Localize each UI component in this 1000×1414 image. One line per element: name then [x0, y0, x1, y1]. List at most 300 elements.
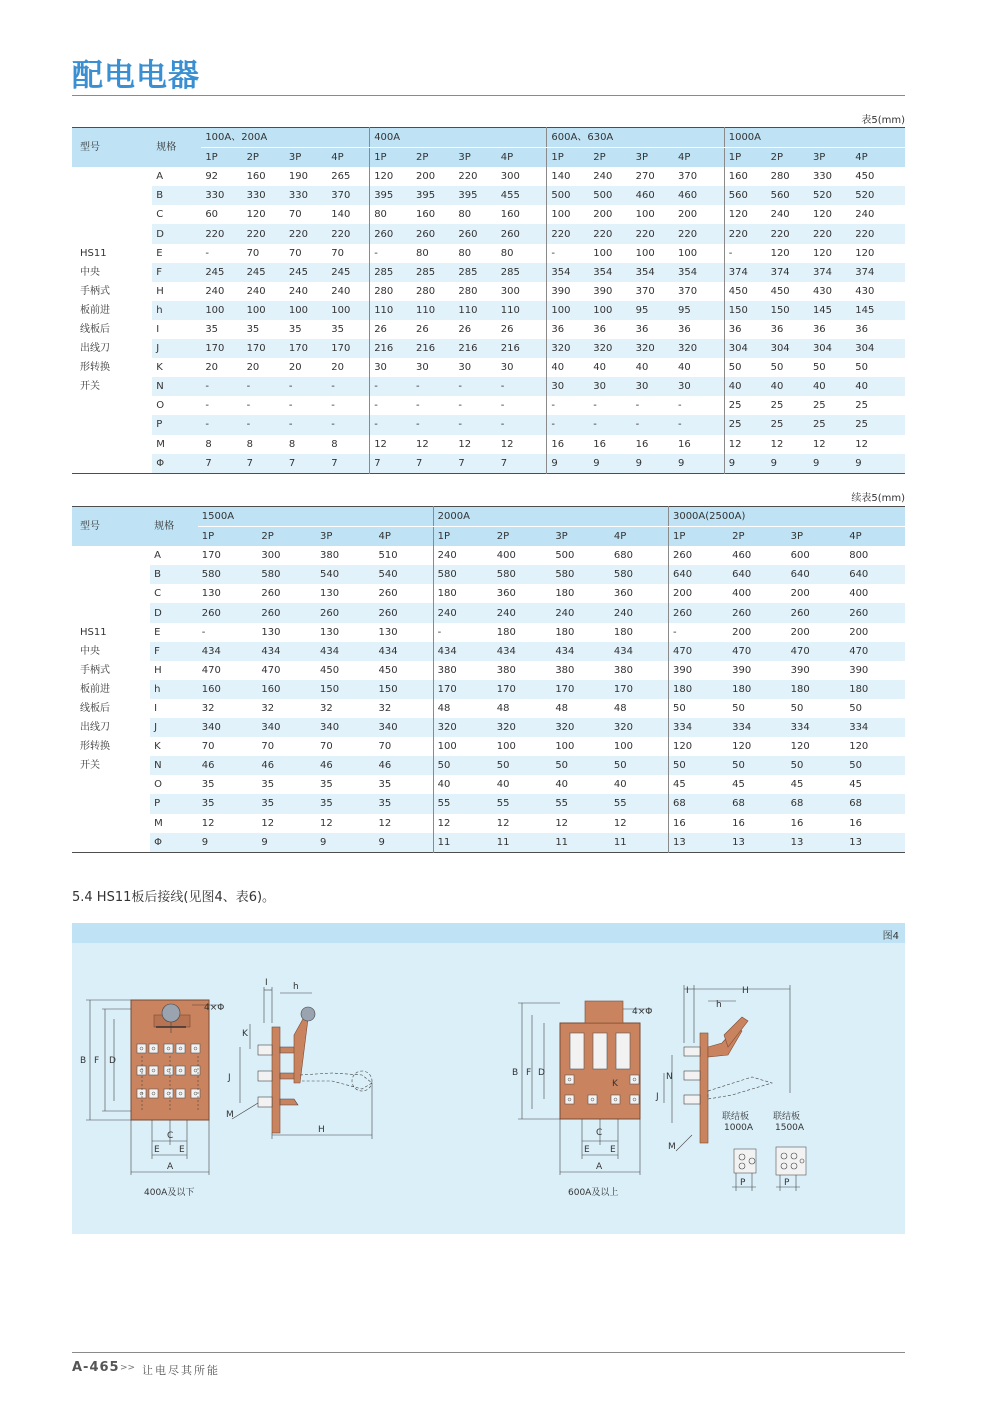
dimension-value: 200	[678, 209, 698, 221]
dimension-value: 36	[593, 323, 607, 335]
dimension-value: 150	[767, 301, 809, 320]
dimension-value: 25	[767, 415, 809, 434]
dimension-value: 100	[635, 209, 655, 221]
dimension-value: 354	[632, 263, 674, 282]
pole-header: 2P	[257, 527, 316, 547]
dimension-value: 460	[674, 186, 724, 205]
dimension-value: 580	[493, 565, 552, 584]
dimension-value: 300	[500, 171, 520, 183]
pole-header: 3P	[454, 148, 496, 168]
dimension-value: 240	[433, 546, 493, 565]
dimension-value: -	[547, 415, 589, 434]
dimension-value: 68	[728, 794, 787, 813]
dimension-value: -	[201, 415, 242, 434]
dimension-value: 50	[551, 756, 610, 775]
pole-header: 4P	[375, 527, 434, 547]
table-row	[72, 546, 905, 565]
dimension-value: 390	[547, 282, 589, 301]
dimension-value: 55	[433, 794, 493, 813]
dimension-value: 260	[378, 588, 398, 600]
dimension-value: 35	[331, 323, 345, 335]
dimension-value: 216	[497, 339, 547, 358]
dimension-value: 80	[458, 247, 472, 259]
dimension-value: 285	[370, 263, 412, 282]
dim-I-left: I	[265, 978, 268, 988]
pole-header: 2P	[589, 148, 631, 168]
dimension-value: 380	[555, 664, 575, 676]
dimension-value: 95	[674, 301, 724, 320]
dimension-value: 9	[632, 454, 674, 474]
dimension-value: 100	[635, 247, 655, 259]
pole-header: 1P	[201, 148, 242, 168]
dimension-value: 374	[724, 263, 766, 282]
dimension-value: 9	[674, 454, 724, 474]
table-row	[72, 584, 905, 603]
dimension-value: 560	[724, 186, 766, 205]
figure-4-drawing	[72, 923, 905, 1234]
dimension-value: -	[412, 415, 454, 434]
dimension-label: P	[152, 415, 201, 434]
dimension-value: 374	[767, 263, 809, 282]
dim-K-right: K	[612, 1079, 618, 1089]
dimension-value: 260	[375, 603, 434, 622]
dimension-value: 280	[770, 171, 790, 183]
dimension-value: 9	[375, 833, 434, 853]
dimension-value: 30	[674, 377, 724, 396]
model-name-line: 出线刀	[80, 722, 110, 734]
dimension-label: F	[152, 263, 201, 282]
dimension-value: 60	[205, 209, 219, 221]
dimension-value: 25	[809, 415, 851, 434]
dimension-value: 334	[668, 718, 728, 737]
spec-header: 规格	[150, 507, 198, 547]
dimension-value: 260	[668, 546, 728, 565]
table-row	[72, 718, 905, 737]
dimension-value: 320	[433, 718, 493, 737]
dimension-value: 11	[433, 833, 493, 853]
dimension-value: -	[632, 415, 674, 434]
dimension-value: 8	[246, 438, 253, 450]
dimension-label: M	[154, 817, 163, 829]
dimension-value: 11	[610, 833, 669, 853]
dimension-value: 260	[668, 603, 728, 622]
dimension-label: E	[156, 247, 163, 259]
dimension-value: 25	[812, 400, 826, 412]
dimension-value: 260	[257, 603, 316, 622]
dimension-value: 260	[728, 603, 787, 622]
dimension-value: 330	[243, 186, 285, 205]
dimension-value: 16	[593, 438, 607, 450]
pole-header: 4P	[497, 148, 547, 168]
dimension-value: 25	[724, 415, 766, 434]
dimension-value: 12	[555, 817, 569, 829]
dimension-value: 16	[678, 438, 691, 450]
dimension-value: 12	[724, 435, 766, 454]
table-row	[72, 775, 905, 794]
dimension-value: 16	[790, 817, 804, 829]
dimension-value: 12	[261, 817, 275, 829]
dimension-value: 40	[724, 377, 766, 396]
dimension-value: -	[201, 626, 206, 638]
dimension-value: 340	[257, 718, 316, 737]
table-row	[72, 623, 905, 642]
dimension-label: J	[152, 339, 201, 358]
dimension-value: 50	[493, 756, 552, 775]
dimension-value: 50	[790, 702, 804, 714]
dimension-value: 9	[198, 833, 258, 853]
dimension-value: 180	[728, 680, 787, 699]
pole-header: 2P	[243, 148, 285, 168]
dimension-value: 390	[849, 664, 869, 676]
dimension-value: 95	[632, 301, 674, 320]
table-row	[72, 244, 905, 263]
dimension-value: 26	[370, 320, 412, 339]
dimension-value: -	[454, 415, 496, 434]
right-caption: 600A及以上	[568, 1188, 619, 1198]
dimension-value: 120	[790, 741, 810, 753]
dimension-label: Φ	[150, 833, 198, 853]
dimension-value: 395	[370, 186, 412, 205]
dim-P-1: P	[740, 1178, 746, 1188]
pole-header: 4P	[674, 148, 724, 168]
dimension-value: 12	[319, 817, 333, 829]
pole-header: 2P	[493, 527, 552, 547]
current-group-header: 3000A(2500A)	[668, 507, 905, 527]
dimension-value: 48	[613, 702, 627, 714]
model-name-line: 手柄式	[80, 285, 110, 297]
dimension-label: F	[150, 642, 198, 661]
dimension-value: 20	[246, 362, 260, 374]
pole-header: 4P	[845, 527, 905, 547]
dimension-value: 434	[316, 642, 375, 661]
pole-header: 1P	[198, 527, 258, 547]
dimension-value: 50	[668, 699, 728, 718]
dimension-value: 240	[288, 285, 309, 297]
dimension-value: 35	[261, 779, 275, 791]
dimension-value: 580	[257, 565, 316, 584]
dimension-value: 120	[668, 737, 728, 756]
dim-E-left-1: E	[154, 1145, 160, 1155]
dimension-value: 7	[285, 454, 327, 474]
current-group-header: 1000A	[724, 128, 905, 148]
dimension-value: 240	[493, 603, 552, 622]
table-row	[72, 205, 905, 224]
dimension-value: 100	[593, 247, 613, 259]
dimension-value: 100	[613, 741, 633, 753]
dimension-value: -	[593, 400, 597, 412]
dimension-value: 145	[809, 301, 851, 320]
dimension-value: 180	[845, 680, 905, 699]
dimension-value: -	[500, 400, 505, 412]
dimension-value: 55	[551, 794, 610, 813]
section-heading: 5.4 HS11板后接线(见图4、表6)。	[72, 890, 276, 905]
dimension-value: 334	[845, 718, 905, 737]
pole-header: 1P	[547, 148, 589, 168]
dimension-label: H	[154, 664, 162, 676]
model-name-line: 出线刀	[80, 343, 110, 355]
dimension-value: 35	[288, 323, 302, 335]
dimension-value: 25	[770, 400, 784, 412]
dimension-value: 40	[547, 358, 589, 377]
dimension-value: -	[370, 396, 412, 415]
dimension-value: 245	[285, 263, 327, 282]
dimension-value: 46	[257, 756, 316, 775]
dimension-value: 390	[790, 664, 810, 676]
dim-E-right-1: E	[584, 1145, 590, 1155]
dimension-value: 35	[375, 794, 434, 813]
dimension-value: 160	[257, 680, 316, 699]
dimension-value: 510	[378, 550, 398, 562]
dimension-label: K	[156, 362, 163, 374]
table-row	[72, 339, 905, 358]
dimension-value: 8	[331, 438, 338, 450]
dimension-value: 12	[770, 438, 784, 450]
dimension-value: 130	[261, 626, 281, 638]
dimension-value: 100	[678, 247, 698, 259]
dimension-value: 434	[257, 642, 316, 661]
dimension-value: 320	[674, 339, 724, 358]
dimension-value: 26	[458, 323, 472, 335]
dimension-value: 16	[547, 435, 589, 454]
dimension-value: 390	[732, 664, 752, 676]
pole-header: 4P	[327, 148, 369, 168]
dimension-value: 245	[201, 263, 242, 282]
dimension-value: 216	[370, 339, 412, 358]
pole-header: 2P	[767, 148, 809, 168]
dimension-value: 40	[767, 377, 809, 396]
dimension-value: 170	[327, 339, 369, 358]
dimension-value: -	[458, 400, 463, 412]
dimension-value: 40	[809, 377, 851, 396]
dimension-value: -	[205, 400, 209, 412]
dimension-value: 354	[589, 263, 631, 282]
dimension-value: 600	[790, 550, 810, 562]
dimension-value: 320	[632, 339, 674, 358]
pole-header: 1P	[668, 527, 728, 547]
dimension-value: 13	[728, 833, 787, 853]
dimension-value: 240	[593, 171, 613, 183]
dimension-value: 80	[370, 205, 412, 224]
dimension-value: 260	[261, 588, 281, 600]
dimension-value: 30	[500, 362, 514, 374]
dimension-value: 70	[246, 247, 260, 259]
dimension-value: 36	[547, 320, 589, 339]
dimension-value: 220	[458, 171, 478, 183]
dimension-value: 220	[201, 224, 242, 243]
table-row	[72, 358, 905, 377]
dimension-value: 434	[375, 642, 434, 661]
dimension-value: 500	[555, 550, 575, 562]
dimension-value: 30	[416, 362, 429, 374]
dimension-value: 130	[319, 588, 340, 600]
dimension-value: 260	[845, 603, 905, 622]
dimension-value: 120	[724, 205, 766, 224]
dimension-value: 320	[589, 339, 631, 358]
dim-phi-right: 4×Φ	[632, 1007, 653, 1017]
dimension-value: 400	[496, 550, 516, 562]
dimension-value: 70	[378, 741, 392, 753]
dimension-value: 55	[610, 794, 669, 813]
pole-header: 2P	[728, 527, 787, 547]
dimension-value: -	[201, 377, 242, 396]
dimension-value: 100	[589, 301, 631, 320]
dim-M-left: M	[226, 1110, 234, 1120]
dimension-value: 200	[790, 588, 810, 600]
dim-C-left: C	[167, 1131, 174, 1141]
dimension-value: 100	[496, 741, 516, 753]
table-row	[72, 454, 905, 474]
dimension-value: 180	[613, 626, 633, 638]
dimension-value: -	[416, 400, 420, 412]
dimension-value: 470	[668, 642, 728, 661]
dimension-value: 16	[849, 817, 862, 829]
dimension-value: 8	[205, 438, 212, 450]
dimension-value: 580	[198, 565, 258, 584]
dimension-value: 35	[257, 794, 316, 813]
dimension-value: 46	[316, 756, 375, 775]
dimension-value: 240	[551, 603, 610, 622]
dimension-value: 40	[555, 779, 569, 791]
dimension-value: 35	[198, 794, 258, 813]
model-name-line: 板前进	[80, 304, 110, 316]
dimension-value: -	[674, 415, 724, 434]
model-name-line: 开关	[80, 760, 100, 772]
dimension-value: 45	[849, 779, 862, 791]
left-caption: 400A及以下	[144, 1188, 195, 1198]
dimension-value: -	[454, 377, 496, 396]
dimension-value: 500	[589, 186, 631, 205]
dimension-label: K	[154, 741, 161, 753]
dimension-value: 340	[375, 718, 434, 737]
dimension-value: 330	[201, 186, 242, 205]
dimension-label: E	[154, 626, 161, 638]
dimension-value: 45	[790, 779, 804, 791]
dimension-value: 500	[547, 186, 589, 205]
dimension-label: D	[150, 603, 198, 622]
dimension-value: -	[370, 415, 412, 434]
dimension-value: 100	[327, 301, 369, 320]
dimension-value: 434	[433, 642, 493, 661]
dimension-value: 70	[288, 247, 302, 259]
model-name-line: 线板后	[80, 323, 110, 335]
dim-P-2: P	[784, 1178, 790, 1188]
dim-H-left: H	[318, 1125, 325, 1135]
dimension-value: 16	[732, 817, 745, 829]
dimension-label: M	[156, 438, 165, 450]
dimension-value: 434	[198, 642, 258, 661]
dimension-value: 80	[500, 247, 514, 259]
model-name-line: 形转换	[80, 362, 110, 374]
dimension-value: -	[497, 415, 547, 434]
dimension-value: 170	[610, 680, 669, 699]
dimension-value: 9	[809, 454, 851, 474]
dim-N-right: N	[666, 1072, 673, 1082]
pole-header: 1P	[724, 148, 766, 168]
dimension-value: 50	[433, 756, 493, 775]
dimension-value: 13	[668, 833, 728, 853]
dimension-value: 120	[770, 247, 790, 259]
dimension-value: 220	[809, 224, 851, 243]
dimension-value: 640	[728, 565, 787, 584]
dimension-value: 40	[593, 362, 607, 374]
dimension-value: 320	[547, 339, 589, 358]
dimension-value: 70	[288, 209, 302, 221]
footer-slogan: 让电尽其所能	[142, 1364, 220, 1377]
dimension-value: 370	[678, 285, 698, 297]
pole-header: 3P	[632, 148, 674, 168]
dimension-value: -	[547, 396, 589, 415]
table-row	[72, 167, 905, 186]
dimension-value: -	[288, 400, 293, 412]
footer-arrows: >>	[120, 1363, 136, 1373]
current-group-header: 1500A	[198, 507, 433, 527]
dimension-value: 32	[319, 702, 333, 714]
dimension-value: 320	[610, 718, 669, 737]
dimension-value: 12	[416, 438, 429, 450]
dimension-value: 640	[668, 565, 728, 584]
dimension-value: 380	[319, 550, 340, 562]
dimension-value: 130	[378, 626, 398, 638]
dimension-value: 130	[319, 626, 340, 638]
table-row	[72, 263, 905, 282]
dim-D-left: D	[109, 1056, 116, 1066]
table-row	[72, 565, 905, 584]
dimension-value: 400	[849, 588, 869, 600]
dimension-value: 340	[316, 718, 375, 737]
dimension-value: 150	[724, 301, 766, 320]
dimension-value: 12	[378, 817, 392, 829]
title-divider	[72, 95, 905, 96]
dimension-value: 20	[288, 362, 302, 374]
page-number: A-465	[72, 1360, 120, 1375]
model-name-line: 开关	[80, 381, 100, 393]
pole-header: 4P	[851, 148, 905, 168]
dimension-label: h	[150, 680, 198, 699]
dimension-value: 220	[285, 224, 327, 243]
dimension-value: 360	[496, 588, 516, 600]
dimension-value: 160	[500, 209, 520, 221]
dim-J-left: J	[228, 1073, 231, 1083]
dimension-value: 354	[547, 263, 589, 282]
dimension-value: 9	[851, 454, 905, 474]
dimension-value: 8	[288, 438, 296, 450]
table-row	[72, 186, 905, 205]
dimension-value: 50	[668, 756, 728, 775]
dimension-value: 380	[433, 661, 493, 680]
dimension-value: -	[678, 400, 682, 412]
dimension-value: 12	[201, 817, 215, 829]
dimension-value: -	[724, 244, 766, 263]
pole-header: 4P	[610, 527, 669, 547]
dimension-value: 200	[732, 626, 752, 638]
dimension-value: 36	[855, 323, 869, 335]
dimension-value: -	[668, 623, 728, 642]
dimension-value: 35	[246, 323, 260, 335]
spec-table-1	[72, 127, 905, 474]
dimension-label: C	[156, 209, 164, 221]
model-name-line: HS11	[80, 247, 107, 259]
dimension-value: 7	[412, 454, 454, 474]
table-row	[72, 661, 905, 680]
dimension-value: 200	[593, 209, 613, 221]
dimension-value: 92	[205, 171, 219, 183]
dim-h-right: h	[716, 1000, 722, 1010]
dimension-label: O	[156, 400, 165, 412]
model-name-cell	[72, 546, 150, 852]
dimension-value: 190	[288, 171, 309, 183]
dimension-value: 580	[551, 565, 610, 584]
dimension-value: 395	[454, 186, 496, 205]
